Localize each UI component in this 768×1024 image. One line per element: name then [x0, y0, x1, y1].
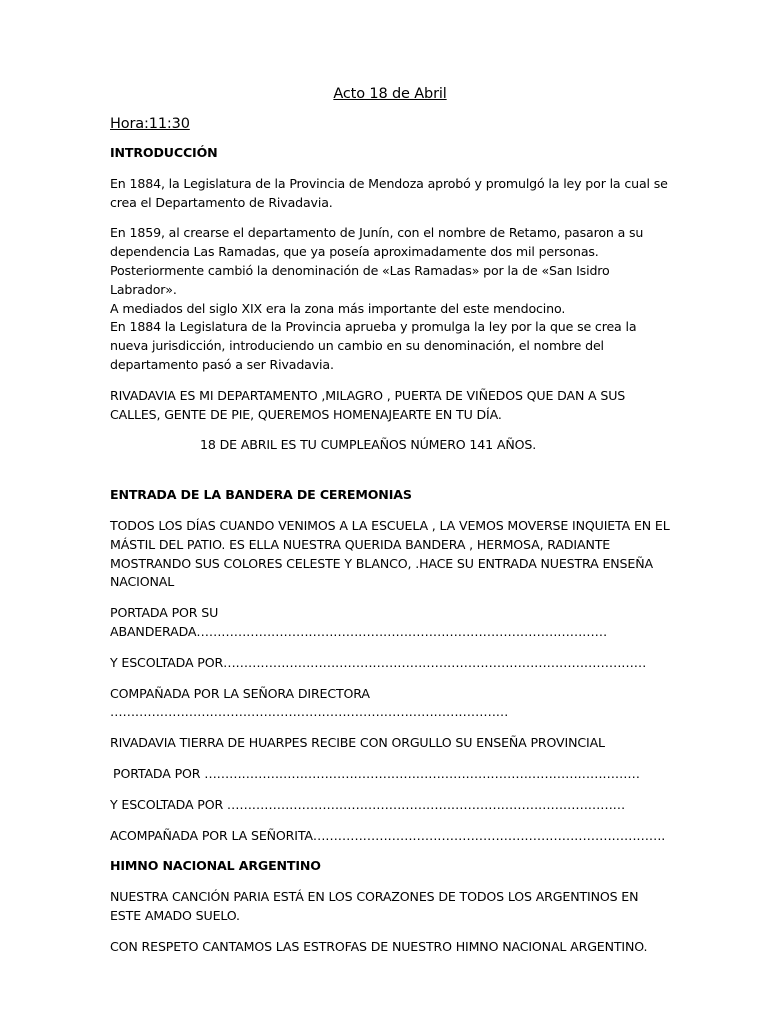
flag-paragraph: TODOS LOS DÍAS CUANDO VENIMOS A LA ESCUELA , LA VEMOS MOVERSE INQUIETA EN EL MÁSTIL DEL PATIO. ES ELLA NUESTRA QUERIDA BANDERA , HERMOSA, RADIANTE MOSTRANDO SUS COLORES CELESTE Y BLANCO, .HACE SU ENTRADA NUESTRA ENSEÑA NACIONAL — [110, 517, 670, 590]
province-flag-line: RIVADAVIA TIERRA DE HUARPES RECIBE CON ORGULLO SU ENSEÑA PROVINCIAL — [110, 735, 605, 751]
document-title: Acto 18 de Abril — [333, 86, 447, 102]
anthem-heading: HIMNO NACIONAL ARGENTINO — [110, 858, 321, 874]
intro-heading: INTRODUCCIÓN — [110, 145, 218, 160]
anthem-paragraph-1: NUESTRA CANCIÓN PARIA ESTÁ EN LOS CORAZONES DE TODOS LOS ARGENTINOS EN ESTE AMADO SUELO. — [110, 889, 639, 923]
province-accompanied-by-line: ACOMPAÑADA POR LA SEÑORITA…………………………………………………………………………. — [110, 827, 666, 843]
accompanied-by-line-1: COMPAÑADA POR LA SEÑORA DIRECTORA — [110, 685, 370, 701]
province-carried-by-line: PORTADA POR …………………………………………………………………………………………… — [113, 765, 640, 781]
intro-paragraph-2 — [110, 224, 670, 374]
blank-line — [110, 467, 670, 486]
intro-paragraph-1: En 1884, la Legislatura de la Provincia de Mendoza aprobó y promulgó la ley por la cual se crea el Departamento de Rivadavia. — [110, 175, 668, 210]
homage-paragraph: RIVADAVIA ES MI DEPARTAMENTO ,MILAGRO , PUERTA DE VIÑEDOS QUE DAN A SUS CALLES, GENTE DE PIE, QUEREMOS HOMENAJEARTE EN TU DÍA. — [110, 387, 626, 422]
accompanied-by-line-2: …………………………………………………………………………………… — [110, 704, 509, 720]
carried-by-line: PORTADA POR SU ABANDERADA……………………………………………………………………………………… — [110, 605, 608, 639]
province-escorted-by-line: Y ESCOLTADA POR …………………………………………………………………………………… — [110, 796, 626, 812]
flag-heading: ENTRADA DE LA BANDERA DE CEREMONIAS — [110, 487, 412, 503]
intro-paragraph-2-line-2: A mediados del siglo XIX era la zona más importante del este mendocino. — [110, 300, 566, 316]
escorted-by-line: Y ESCOLTADA POR………………………………………………………………………………………… — [110, 654, 647, 670]
accompanied-by-block — [110, 685, 670, 723]
anthem-paragraph-2: CON RESPETO CANTAMOS LAS ESTROFAS DE NUESTRO HIMNO NACIONAL ARGENTINO. — [110, 938, 648, 954]
birthday-line: 18 DE ABRIL ES TU CUMPLEAÑOS NÚMERO 141 AÑOS. — [200, 437, 537, 453]
intro-paragraph-2-line-1: En 1859, al crearse el departamento de Junín, con el nombre de Retamo, pasaron a su dependencia Las Ramadas, que ya poseía aproximadamente dos mil personas. Posteriormente cambió la denominación de «Las Ramadas» por la de «San Isidro Labrador». — [110, 225, 644, 297]
intro-paragraph-2-line-3: En 1884 la Legislatura de la Provincia aprueba y promulga la ley por la que se crea la nueva jurisdicción, introduciendo un cambio en su denominación, el nombre del departamento pasó a ser Rivadavia. — [110, 319, 637, 372]
document-body — [110, 84, 670, 969]
event-time: Hora:11:30 — [110, 116, 190, 132]
